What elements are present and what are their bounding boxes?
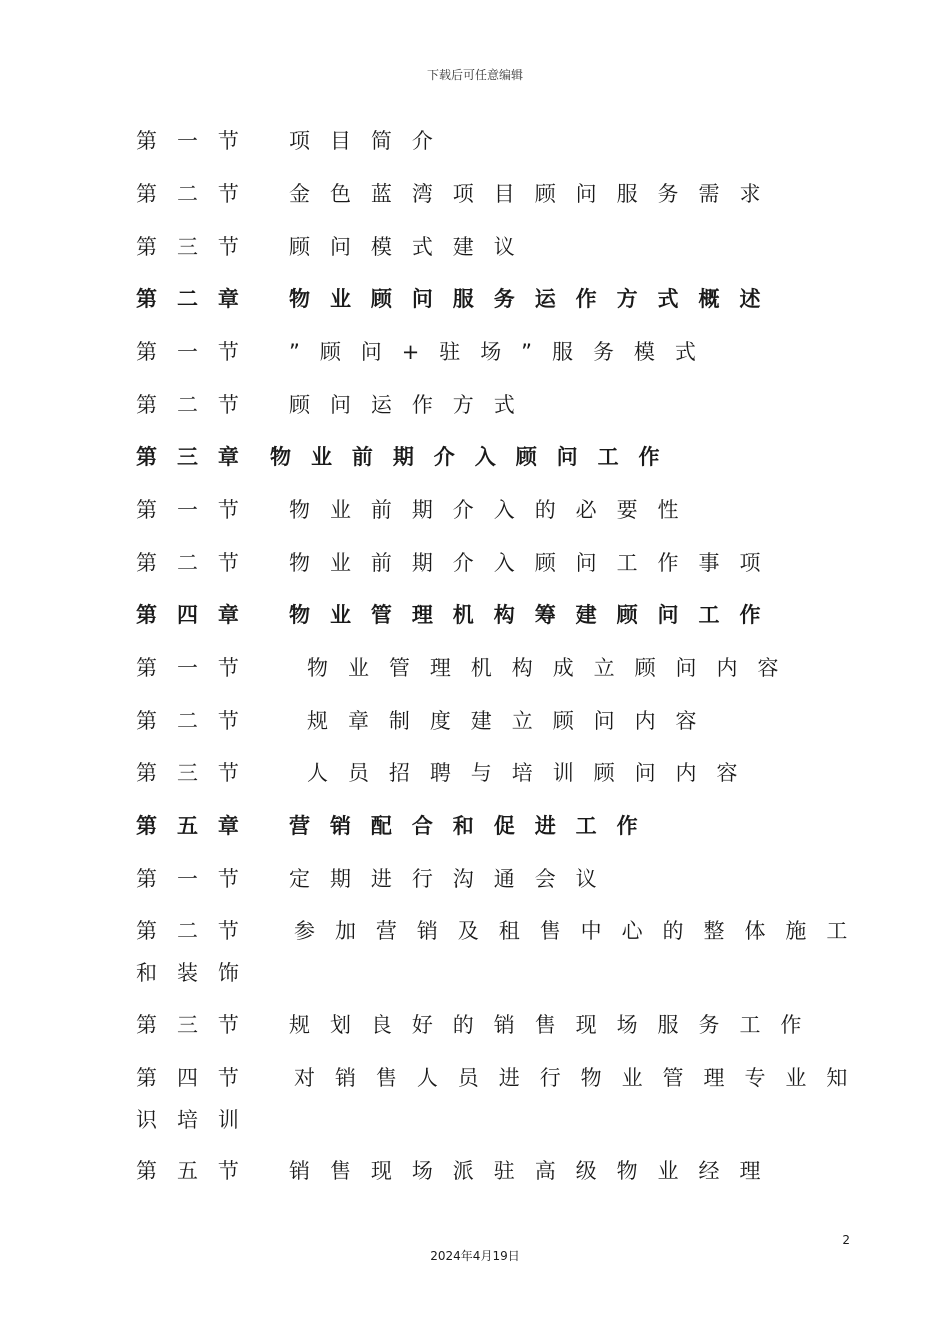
page-header: 下载后可任意编辑 bbox=[426, 68, 523, 82]
toc-entry-number: 第三章 bbox=[136, 445, 259, 469]
toc-entry-number: 第二章 bbox=[136, 287, 259, 311]
toc-entry-title: 定期进行沟通会议 bbox=[289, 867, 617, 891]
toc-entry-number: 第四章 bbox=[136, 603, 259, 627]
toc-entry-number: 第二节 bbox=[136, 919, 259, 943]
toc-entry-title-continued: 和装饰 bbox=[136, 961, 259, 985]
toc-entry-title: ”顾问+驻场”服务模式 bbox=[289, 340, 716, 364]
toc-entry-title: 营销配合和促进工作 bbox=[289, 814, 658, 838]
toc-entry-number: 第二节 bbox=[136, 551, 259, 575]
toc-entry-title: 对销售人员进行物业管理专业知 bbox=[294, 1066, 868, 1090]
toc-entry-number: 第二节 bbox=[136, 709, 259, 733]
toc-entry-title: 物业管理机构筹建顾问工作 bbox=[289, 603, 781, 627]
toc-entry-title-continued: 识培训 bbox=[136, 1108, 259, 1132]
toc-entry-title: 物业顾问服务运作方式概述 bbox=[289, 287, 781, 311]
toc-entry-title: 规划良好的销售现场服务工作 bbox=[289, 1013, 822, 1037]
toc-entry-title: 参加营销及租售中心的整体施工 bbox=[294, 919, 868, 943]
toc-entry-number: 第一节 bbox=[136, 340, 259, 364]
toc-entry-title: 顾问模式建议 bbox=[289, 235, 535, 259]
toc-entry-number: 第五章 bbox=[136, 814, 259, 838]
toc-entry-title: 物业管理机构成立顾问内容 bbox=[307, 656, 799, 680]
toc-entry-number: 第四节 bbox=[136, 1066, 259, 1090]
toc-entry-title: 项目简介 bbox=[289, 129, 453, 153]
toc-entry-number: 第一节 bbox=[136, 867, 259, 891]
toc-entry-number: 第三节 bbox=[136, 761, 259, 785]
toc-entry-number: 第一节 bbox=[136, 656, 259, 680]
toc-entry-number: 第五节 bbox=[136, 1159, 259, 1183]
toc-entry-title: 规章制度建立顾问内容 bbox=[307, 709, 717, 733]
toc-entry-number: 第二节 bbox=[136, 182, 259, 206]
toc-entry-title: 人员招聘与培训顾问内容 bbox=[307, 761, 758, 785]
page-footer-date: 2024年4月19日 bbox=[430, 1249, 520, 1263]
toc-entry-title: 顾问运作方式 bbox=[289, 393, 535, 417]
toc-entry-number: 第一节 bbox=[136, 498, 259, 522]
toc-entry-title: 物业前期介入顾问工作事项 bbox=[289, 551, 781, 575]
page-number: 2 bbox=[842, 1233, 850, 1247]
toc-entry-number: 第二节 bbox=[136, 393, 259, 417]
toc-entry-title: 物业前期介入顾问工作 bbox=[270, 445, 680, 469]
toc-entry-title: 物业前期介入的必要性 bbox=[289, 498, 699, 522]
toc-entry-number: 第一节 bbox=[136, 129, 259, 153]
toc-entry-title: 销售现场派驻高级物业经理 bbox=[289, 1159, 781, 1183]
toc-entry-title: 金色蓝湾项目顾问服务需求 bbox=[289, 182, 781, 206]
toc-entry-number: 第三节 bbox=[136, 235, 259, 259]
toc-entry-number: 第三节 bbox=[136, 1013, 259, 1037]
